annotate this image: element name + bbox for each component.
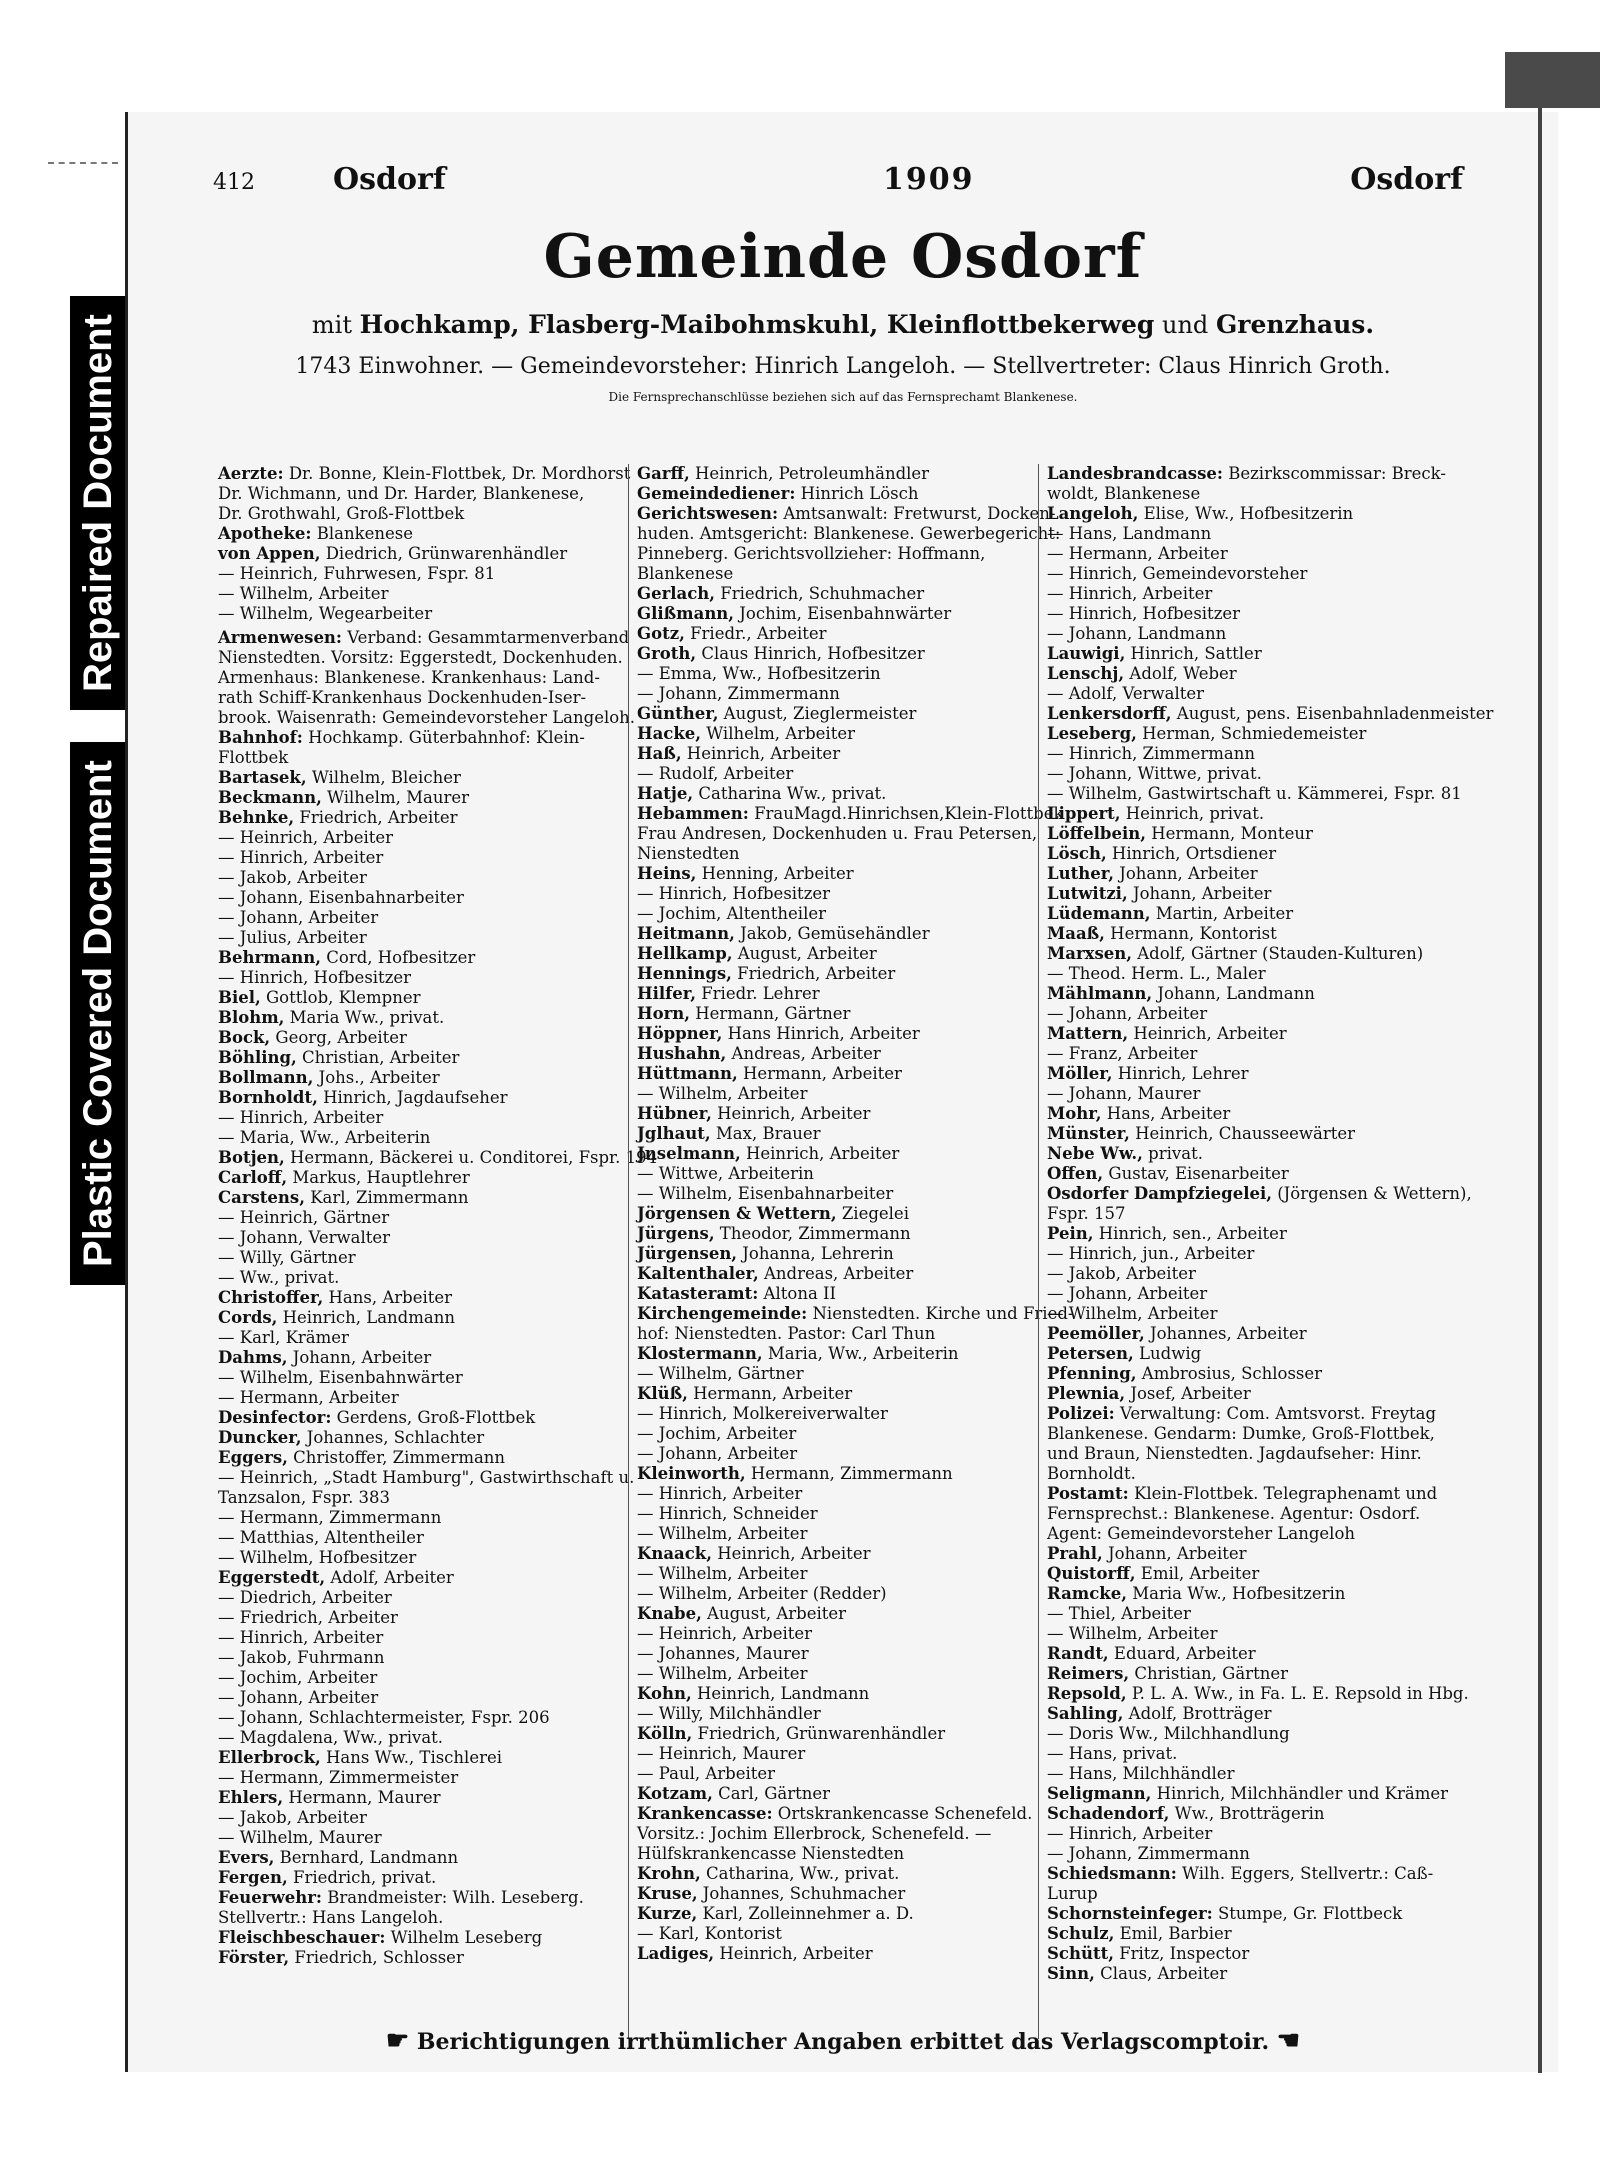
directory-entry: — Wilhelm, Arbeiter: [218, 584, 389, 603]
directory-entry: von Appen, Diedrich, Grünwarenhändler: [218, 544, 568, 563]
directory-entry: — Rudolf, Arbeiter: [637, 764, 794, 783]
directory-entry: Blankenese: [637, 564, 734, 583]
directory-entry: — Theod. Herm. L., Maler: [1047, 964, 1266, 983]
directory-entry: — Johann, Arbeiter: [637, 1444, 798, 1463]
directory-entry: Schütt, Fritz, Inspector: [1047, 1944, 1250, 1963]
directory-entry: Aerzte: Dr. Bonne, Klein-Flottbek, Dr. Mordhorst: [218, 464, 631, 483]
directory-entry: Hüttmann, Hermann, Arbeiter: [637, 1064, 902, 1083]
directory-entry: Gerlach, Friedrich, Schuhmacher: [637, 584, 925, 603]
directory-entry: — Thiel, Arbeiter: [1047, 1604, 1191, 1623]
directory-entry: Lenkersdorff, August, pens. Eisenbahnladenmeister: [1047, 704, 1494, 723]
directory-entry: Armenhaus: Blankenese. Krankenhaus: Land-: [218, 668, 600, 687]
directory-entry: Dahms, Johann, Arbeiter: [218, 1348, 432, 1367]
directory-entry: Kleinworth, Hermann, Zimmermann: [637, 1464, 953, 1483]
directory-entry: Maaß, Hermann, Kontorist: [1047, 924, 1277, 943]
directory-entry: Eggers, Christoffer, Zimmermann: [218, 1448, 506, 1467]
column-1: [218, 464, 658, 1968]
directory-entry: Fergen, Friedrich, privat.: [218, 1868, 437, 1887]
directory-entry: — Hermann, Arbeiter: [1047, 544, 1228, 563]
directory-entry: Bartasek, Wilhelm, Bleicher: [218, 768, 461, 787]
directory-entry: woldt, Blankenese: [1047, 484, 1201, 503]
directory-entry: Glißmann, Jochim, Eisenbahnwärter: [637, 604, 952, 623]
header-year: 1909: [883, 162, 975, 197]
directory-entry: Biel, Gottlob, Klempner: [218, 988, 421, 1007]
directory-entry: Beckmann, Wilhelm, Maurer: [218, 788, 469, 807]
directory-entry: Carstens, Karl, Zimmermann: [218, 1188, 469, 1207]
directory-entry: Marxsen, Adolf, Gärtner (Stauden-Kulturen): [1047, 944, 1424, 963]
directory-entry: Lippert, Heinrich, privat.: [1047, 804, 1265, 823]
directory-entry: — Heinrich, Arbeiter: [218, 828, 394, 847]
pointing-hand-icon: ☚: [1276, 2026, 1301, 2056]
directory-entry: Ehlers, Hermann, Maurer: [218, 1788, 441, 1807]
subtitle: [128, 310, 1558, 339]
directory-entry: Krankencasse: Ortskrankencasse Schenefeld.: [637, 1804, 1033, 1823]
directory-entry: — Heinrich, „Stadt Hamburg", Gastwirthschaft u.: [218, 1468, 635, 1487]
plastic-covered-document-label: Plastic Covered Document: [70, 742, 126, 1285]
directory-entry: Bornholdt, Hinrich, Jagdaufseher: [218, 1088, 508, 1107]
directory-entry: — Maria, Ww., Arbeiterin: [218, 1128, 431, 1147]
directory-entry: — Jakob, Fuhrmann: [218, 1648, 385, 1667]
directory-entry: Hellkamp, August, Arbeiter: [637, 944, 877, 963]
directory-entry: Dr. Grothwahl, Groß-Flottbek: [218, 504, 465, 523]
directory-entry: — Karl, Kontorist: [637, 1924, 782, 1943]
directory-entry: — Wilhelm, Arbeiter (Redder): [637, 1584, 887, 1603]
population-line: 1743 Einwohner. — Gemeindevorsteher: Hinrich Langeloh. — Stellvertreter: Claus Hinrich Groth.: [295, 354, 1391, 379]
directory-entry: Schadendorf, Ww., Brotträgerin: [1047, 1804, 1325, 1823]
directory-entry: — Wilhelm, Arbeiter: [1047, 1304, 1218, 1323]
directory-entry: Prahl, Johann, Arbeiter: [1047, 1544, 1247, 1563]
directory-entry: — Diedrich, Arbeiter: [218, 1588, 392, 1607]
directory-entry: Duncker, Johannes, Schlachter: [218, 1428, 485, 1447]
directory-entry: — Hermann, Zimmermeister: [218, 1768, 459, 1787]
directory-entry: — Heinrich, Gärtner: [218, 1208, 390, 1227]
directory-entry: — Wilhelm, Maurer: [218, 1828, 382, 1847]
directory-entry: Polizei: Verwaltung: Com. Amtsvorst. Freytag: [1047, 1404, 1437, 1423]
directory-entry: Hebammen: FrauMagd.Hinrichsen,Klein-Flottbek: [637, 804, 1064, 823]
directory-entry: Gerichtswesen: Amtsanwalt: Fretwurst, Docken-: [637, 504, 1056, 523]
directory-entry: Botjen, Hermann, Bäckerei u. Conditorei, Fspr. 194: [218, 1148, 658, 1167]
directory-entry: Armenwesen: Verband: Gesammtarmenverband: [218, 628, 630, 647]
directory-entry: — Hinrich, Hofbesitzer: [1047, 604, 1241, 623]
directory-entry: Nienstedten: [637, 844, 740, 863]
directory-entry: Landesbrandcasse: Bezirkscommissar: Breck-: [1047, 464, 1446, 483]
directory-entry: — Johann, Arbeiter: [218, 908, 379, 927]
repaired-document-label: Repaired Document: [70, 296, 126, 710]
directory-entry: Lutwitzi, Johann, Arbeiter: [1047, 884, 1272, 903]
page-header: [213, 162, 1463, 202]
directory-entry: Offen, Gustav, Eisenarbeiter: [1047, 1164, 1289, 1183]
directory-entry: — Johann, Zimmermann: [1047, 1844, 1250, 1863]
directory-entry: Flottbek: [218, 748, 289, 767]
directory-entry: Langeloh, Elise, Ww., Hofbesitzerin: [1047, 504, 1354, 523]
directory-entry: Kohn, Heinrich, Landmann: [637, 1684, 870, 1703]
directory-entry: — Hans, Landmann: [1047, 524, 1212, 543]
directory-entry: Seligmann, Hinrich, Milchhändler und Krämer: [1047, 1784, 1448, 1803]
directory-entry: — Wilhelm, Arbeiter: [637, 1084, 808, 1103]
directory-entry: — Wilhelm, Arbeiter: [1047, 1624, 1218, 1643]
header-left-place: Osdorf: [333, 162, 446, 197]
directory-entry: — Hinrich, Arbeiter: [218, 1108, 384, 1127]
margin-dash: [48, 162, 118, 164]
directory-entry: Kaltenthaler, Andreas, Arbeiter: [637, 1264, 914, 1283]
directory-entry: Mattern, Heinrich, Arbeiter: [1047, 1024, 1287, 1043]
directory-entry: Osdorfer Dampfziegelei, (Jörgensen & Wettern),: [1047, 1184, 1472, 1203]
directory-entry: Kotzam, Carl, Gärtner: [637, 1784, 831, 1803]
directory-entry: Ramcke, Maria Ww., Hofbesitzerin: [1047, 1584, 1346, 1603]
directory-entry: Horn, Hermann, Gärtner: [637, 1004, 851, 1023]
directory-entry: — Jakob, Arbeiter: [1047, 1264, 1196, 1283]
directory-entry: — Heinrich, Fuhrwesen, Fspr. 81: [218, 564, 496, 583]
directory-entry: Ellerbrock, Hans Ww., Tischlerei: [218, 1748, 503, 1767]
directory-entry: — Hinrich, Hofbesitzer: [637, 884, 831, 903]
directory-entry: Desinfector: Gerdens, Groß-Flottbek: [218, 1408, 536, 1427]
directory-entry: Gotz, Friedr., Arbeiter: [637, 624, 827, 643]
directory-entry: — Jochim, Arbeiter: [218, 1668, 378, 1687]
directory-entry: — Wilhelm, Arbeiter: [637, 1524, 808, 1543]
directory-entry: Vorsitz.: Jochim Ellerbrock, Schenefeld. —: [637, 1824, 992, 1843]
directory-entry: Münster, Heinrich, Chausseewärter: [1047, 1124, 1356, 1143]
directory-entry: Lenschj, Adolf, Weber: [1047, 664, 1237, 683]
directory-entry: Nebe Ww., privat.: [1047, 1144, 1203, 1163]
column-3: [1038, 464, 1494, 2039]
directory-entry: Ladiges, Heinrich, Arbeiter: [637, 1944, 873, 1963]
directory-entry: Nienstedten. Vorsitz: Eggerstedt, Dockenhuden.: [218, 648, 623, 667]
directory-entry: — Johann, Maurer: [1047, 1084, 1201, 1103]
directory-entry: Agent: Gemeindevorsteher Langeloh: [1047, 1524, 1356, 1543]
directory-entry: Hübner, Heinrich, Arbeiter: [637, 1104, 871, 1123]
directory-entry: Reimers, Christian, Gärtner: [1047, 1664, 1288, 1683]
directory-entry: Jörgensen & Wettern, Ziegelei: [637, 1204, 909, 1223]
directory-entry: Kölln, Friedrich, Grünwarenhändler: [637, 1724, 946, 1743]
directory-entry: Behrmann, Cord, Hofbesitzer: [218, 948, 476, 967]
directory-entry: Haß, Heinrich, Arbeiter: [637, 744, 841, 763]
directory-entry: Jürgens, Theodor, Zimmermann: [637, 1224, 911, 1243]
directory-entry: — Karl, Krämer: [218, 1328, 349, 1347]
directory-entry: — Johann, Eisenbahnarbeiter: [218, 888, 464, 907]
directory-entry: Repsold, P. L. A. Ww., in Fa. L. E. Repsold in Hbg.: [1047, 1684, 1469, 1703]
directory-entry: Evers, Bernhard, Landmann: [218, 1848, 459, 1867]
directory-entry: Bahnhof: Hochkamp. Güterbahnhof: Klein-: [218, 728, 585, 747]
directory-entry: Gemeindediener: Hinrich Lösch: [637, 484, 919, 503]
directory-entry: Bollmann, Johs., Arbeiter: [218, 1068, 440, 1087]
directory-entry: Pein, Hinrich, sen., Arbeiter: [1047, 1224, 1287, 1243]
directory-entry: — Johannes, Maurer: [637, 1644, 809, 1663]
directory-page: [125, 112, 1558, 2072]
directory-entry: — Hans, Milchhändler: [1047, 1764, 1235, 1783]
directory-entry: — Heinrich, Arbeiter: [637, 1624, 813, 1643]
directory-entry: Luther, Johann, Arbeiter: [1047, 864, 1258, 883]
directory-entry: — Hinrich, Gemeindevorsteher: [1047, 564, 1308, 583]
directory-entry: Christoffer, Hans, Arbeiter: [218, 1288, 453, 1307]
directory-entry: Quistorff, Emil, Arbeiter: [1047, 1564, 1260, 1583]
directory-entry: Lauwigi, Hinrich, Sattler: [1047, 644, 1262, 663]
directory-entry: — Franz, Arbeiter: [1047, 1044, 1198, 1063]
directory-entry: Jglhaut, Max, Brauer: [637, 1124, 821, 1143]
corner-tab: [1505, 52, 1600, 108]
directory-entry: — Wilhelm, Gastwirtschaft u. Kämmerei, Fspr. 81: [1047, 784, 1462, 803]
pointing-hand-icon: ☛: [385, 2026, 410, 2056]
directory-entry: — Hinrich, Arbeiter: [1047, 584, 1213, 603]
directory-entry: Löffelbein, Hermann, Monteur: [1047, 824, 1313, 843]
directory-entry: Jürgensen, Johanna, Lehrerin: [637, 1244, 894, 1263]
directory-entry: — Willy, Milchhändler: [637, 1704, 821, 1723]
page-edge: [1538, 108, 1542, 2073]
directory-entry: — Hinrich, Arbeiter: [1047, 1824, 1213, 1843]
directory-entry: Jnselmann, Heinrich, Arbeiter: [637, 1144, 900, 1163]
directory-entry: Knaack, Heinrich, Arbeiter: [637, 1544, 871, 1563]
directory-entry: Apotheke: Blankenese: [218, 524, 413, 543]
directory-entry: Tanzsalon, Fspr. 383: [218, 1488, 391, 1507]
directory-entry: — Wilhelm, Hofbesitzer: [218, 1548, 417, 1567]
directory-entry: — Johann, Landmann: [1047, 624, 1227, 643]
directory-entry: Lurup: [1047, 1884, 1098, 1903]
directory-entry: Katasteramt: Altona II: [637, 1284, 837, 1303]
directory-entry: — Adolf, Verwalter: [1047, 684, 1205, 703]
directory-entry: Günther, August, Zieglermeister: [637, 704, 917, 723]
directory-entry: Kurze, Karl, Zolleinnehmer a. D.: [637, 1904, 914, 1923]
footer-note: [128, 2026, 1558, 2056]
directory-entry: — Johann, Arbeiter: [1047, 1284, 1208, 1303]
page-number: 412: [213, 170, 255, 195]
directory-entry: — Wilhelm, Wegearbeiter: [218, 604, 433, 623]
directory-entry: Stellvertr.: Hans Langeloh.: [218, 1908, 444, 1927]
directory-entry: Hatje, Catharina Ww., privat.: [637, 784, 887, 803]
directory-entry: — Johann, Verwalter: [218, 1228, 391, 1247]
directory-entry: Pfenning, Ambrosius, Schlosser: [1047, 1364, 1323, 1383]
directory-entry: Garff, Heinrich, Petroleumhändler: [637, 464, 930, 483]
directory-entry: Hushahn, Andreas, Arbeiter: [637, 1044, 881, 1063]
directory-entry: — Jakob, Arbeiter: [218, 868, 367, 887]
directory-entry: Förster, Friedrich, Schlosser: [218, 1948, 464, 1967]
directory-entry: Schiedsmann: Wilh. Eggers, Stellvertr.: Caß-: [1047, 1864, 1434, 1883]
directory-entry: Klüß, Hermann, Arbeiter: [637, 1384, 853, 1403]
directory-entry: Sahling, Adolf, Brotträger: [1047, 1704, 1272, 1723]
directory-entry: Lösch, Hinrich, Ortsdiener: [1047, 844, 1277, 863]
directory-entry: Fernsprechst.: Blankenese. Agentur: Osdorf.: [1047, 1504, 1421, 1523]
directory-entry: brook. Waisenrath: Gemeindevorsteher Langeloh.: [218, 708, 636, 727]
directory-entry: Lüdemann, Martin, Arbeiter: [1047, 904, 1294, 923]
subtitle-and: und: [1162, 311, 1209, 339]
directory-entry: — Hinrich, Arbeiter: [218, 1628, 384, 1647]
directory-entry: Knabe, August, Arbeiter: [637, 1604, 847, 1623]
directory-entry: — Johann, Arbeiter: [1047, 1004, 1208, 1023]
directory-entry: Schulz, Emil, Barbier: [1047, 1924, 1232, 1943]
subtitle-last: Grenzhaus.: [1215, 310, 1375, 339]
directory-entry: Carloff, Markus, Hauptlehrer: [218, 1168, 470, 1187]
directory-entry: Fleischbeschauer: Wilhelm Leseberg: [218, 1928, 543, 1947]
directory-entry: Cords, Heinrich, Landmann: [218, 1308, 455, 1327]
directory-entry: Heitmann, Jakob, Gemüsehändler: [637, 924, 930, 943]
directory-entry: Pinneberg. Gerichtsvollzieher: Hoffmann,: [637, 544, 986, 563]
directory-entry: Hennings, Friedrich, Arbeiter: [637, 964, 896, 983]
directory-entry: — Matthias, Altentheiler: [218, 1528, 424, 1547]
directory-entry: — Hinrich, Schneider: [637, 1504, 818, 1523]
directory-entry: Bock, Georg, Arbeiter: [218, 1028, 407, 1047]
directory-entry: Hilfer, Friedr. Lehrer: [637, 984, 820, 1003]
directory-entry: — Wilhelm, Eisenbahnarbeiter: [637, 1184, 894, 1203]
directory-entry: — Hinrich, Hofbesitzer: [218, 968, 412, 987]
directory-entry: Klostermann, Maria, Ww., Arbeiterin: [637, 1344, 959, 1363]
directory-entry: Leseberg, Herman, Schmiedemeister: [1047, 724, 1367, 743]
directory-entry: Feuerwehr: Brandmeister: Wilh. Leseberg.: [218, 1888, 584, 1907]
directory-entry: — Hermann, Zimmermann: [218, 1508, 442, 1527]
directory-entry: Kruse, Johannes, Schuhmacher: [637, 1884, 906, 1903]
directory-entry: huden. Amtsgericht: Blankenese. Gewerbegericht:: [637, 524, 1061, 543]
directory-entry: — Willy, Gärtner: [218, 1248, 356, 1267]
telephone-note: Die Fernsprechanschlüsse beziehen sich auf das Fernsprechamt Blankenese.: [608, 390, 1078, 404]
directory-entry: Postamt: Klein-Flottbek. Telegraphenamt und: [1047, 1484, 1438, 1503]
directory-entry: Schornsteinfeger: Stumpe, Gr. Flottbeck: [1047, 1904, 1403, 1923]
directory-entry: — Magdalena, Ww., privat.: [218, 1728, 444, 1747]
directory-entry: hof: Nienstedten. Pastor: Carl Thun: [637, 1324, 936, 1343]
directory-entry: Krohn, Catharina, Ww., privat.: [637, 1864, 900, 1883]
directory-entry: Groth, Claus Hinrich, Hofbesitzer: [637, 644, 925, 663]
directory-entry: — Hinrich, jun., Arbeiter: [1047, 1244, 1255, 1263]
directory-entry: Eggerstedt, Adolf, Arbeiter: [218, 1568, 454, 1587]
directory-entry: — Jochim, Arbeiter: [637, 1424, 797, 1443]
directory-entry: Plewnia, Josef, Arbeiter: [1047, 1384, 1251, 1403]
subtitle-places: Hochkamp, Flasberg-Maibohmskuhl, Kleinflottbekerweg: [359, 310, 1155, 339]
header-right-place: Osdorf: [1350, 162, 1463, 197]
directory-entry: Hacke, Wilhelm, Arbeiter: [637, 724, 855, 743]
directory-entry: — Wittwe, Arbeiterin: [637, 1164, 814, 1183]
directory-entry: Höppner, Hans Hinrich, Arbeiter: [637, 1024, 920, 1043]
directory-entry: Randt, Eduard, Arbeiter: [1047, 1644, 1256, 1663]
directory-entry: Möller, Hinrich, Lehrer: [1047, 1064, 1249, 1083]
directory-entry: — Hermann, Arbeiter: [218, 1388, 399, 1407]
directory-entry: Mohr, Hans, Arbeiter: [1047, 1104, 1231, 1123]
directory-entry: — Emma, Ww., Hofbesitzerin: [637, 664, 881, 683]
directory-entry: Petersen, Ludwig: [1047, 1344, 1202, 1363]
directory-entry: rath Schiff-Krankenhaus Dockenhuden-Iser-: [218, 688, 587, 707]
subtitle-prefix: mit: [311, 311, 352, 339]
directory-entry: — Hinrich, Molkereiverwalter: [637, 1404, 888, 1423]
directory-entry: Peemöller, Johannes, Arbeiter: [1047, 1324, 1307, 1343]
directory-entry: Kirchengemeinde: Nienstedten. Kirche und Fried-: [637, 1304, 1074, 1323]
directory-entry: — Wilhelm, Gärtner: [637, 1364, 804, 1383]
directory-entry: Bornholdt.: [1047, 1464, 1136, 1483]
page-title: Gemeinde Osdorf: [543, 222, 1143, 292]
directory-entry: — Ww., privat.: [218, 1268, 340, 1287]
directory-entry: — Friedrich, Arbeiter: [218, 1608, 398, 1627]
directory-entry: — Johann, Arbeiter: [218, 1688, 379, 1707]
directory-entry: Heins, Henning, Arbeiter: [637, 864, 854, 883]
directory-entry: — Wilhelm, Arbeiter: [637, 1664, 808, 1683]
directory-entry: Böhling, Christian, Arbeiter: [218, 1048, 460, 1067]
directory-entry: Dr. Wichmann, und Dr. Harder, Blankenese,: [218, 484, 585, 503]
directory-entry: — Johann, Zimmermann: [637, 684, 840, 703]
directory-entry: und Braun, Nienstedten. Jagdaufseher: Hinr.: [1047, 1444, 1422, 1463]
directory-entry: Hülfskrankencasse Nienstedten: [637, 1844, 905, 1863]
directory-entry: — Wilhelm, Arbeiter: [637, 1564, 808, 1583]
directory-entry: Blohm, Maria Ww., privat.: [218, 1008, 445, 1027]
directory-entry: — Julius, Arbeiter: [218, 928, 367, 947]
directory-entry: — Hinrich, Zimmermann: [1047, 744, 1255, 763]
directory-entry: — Jochim, Altentheiler: [637, 904, 827, 923]
directory-entry: — Johann, Wittwe, privat.: [1047, 764, 1262, 783]
directory-entry: — Hans, privat.: [1047, 1744, 1178, 1763]
directory-entry: Blankenese. Gendarm: Dumke, Groß-Flottbek,: [1047, 1424, 1435, 1443]
directory-entry: Frau Andresen, Dockenhuden u. Frau Petersen,: [637, 824, 1038, 843]
directory-entry: — Hinrich, Arbeiter: [218, 848, 384, 867]
directory-entry: — Paul, Arbeiter: [637, 1764, 776, 1783]
directory-entry: — Wilhelm, Eisenbahnwärter: [218, 1368, 463, 1387]
directory-entry: Behnke, Friedrich, Arbeiter: [218, 808, 458, 827]
directory-entry: Fspr. 157: [1047, 1204, 1126, 1223]
directory-entry: — Hinrich, Arbeiter: [637, 1484, 803, 1503]
directory-entry: — Heinrich, Maurer: [637, 1744, 806, 1763]
directory-entry: — Jakob, Arbeiter: [218, 1808, 367, 1827]
directory-entry: Sinn, Claus, Arbeiter: [1047, 1964, 1228, 1983]
directory-entry: Mählmann, Johann, Landmann: [1047, 984, 1315, 1003]
footer-text: Berichtigungen irrthümlicher Angaben erbittet das Verlagscomptoir.: [416, 2029, 1270, 2055]
directory-entry: — Doris Ww., Milchhandlung: [1047, 1724, 1290, 1743]
directory-entry: — Johann, Schlachtermeister, Fspr. 206: [218, 1708, 550, 1727]
